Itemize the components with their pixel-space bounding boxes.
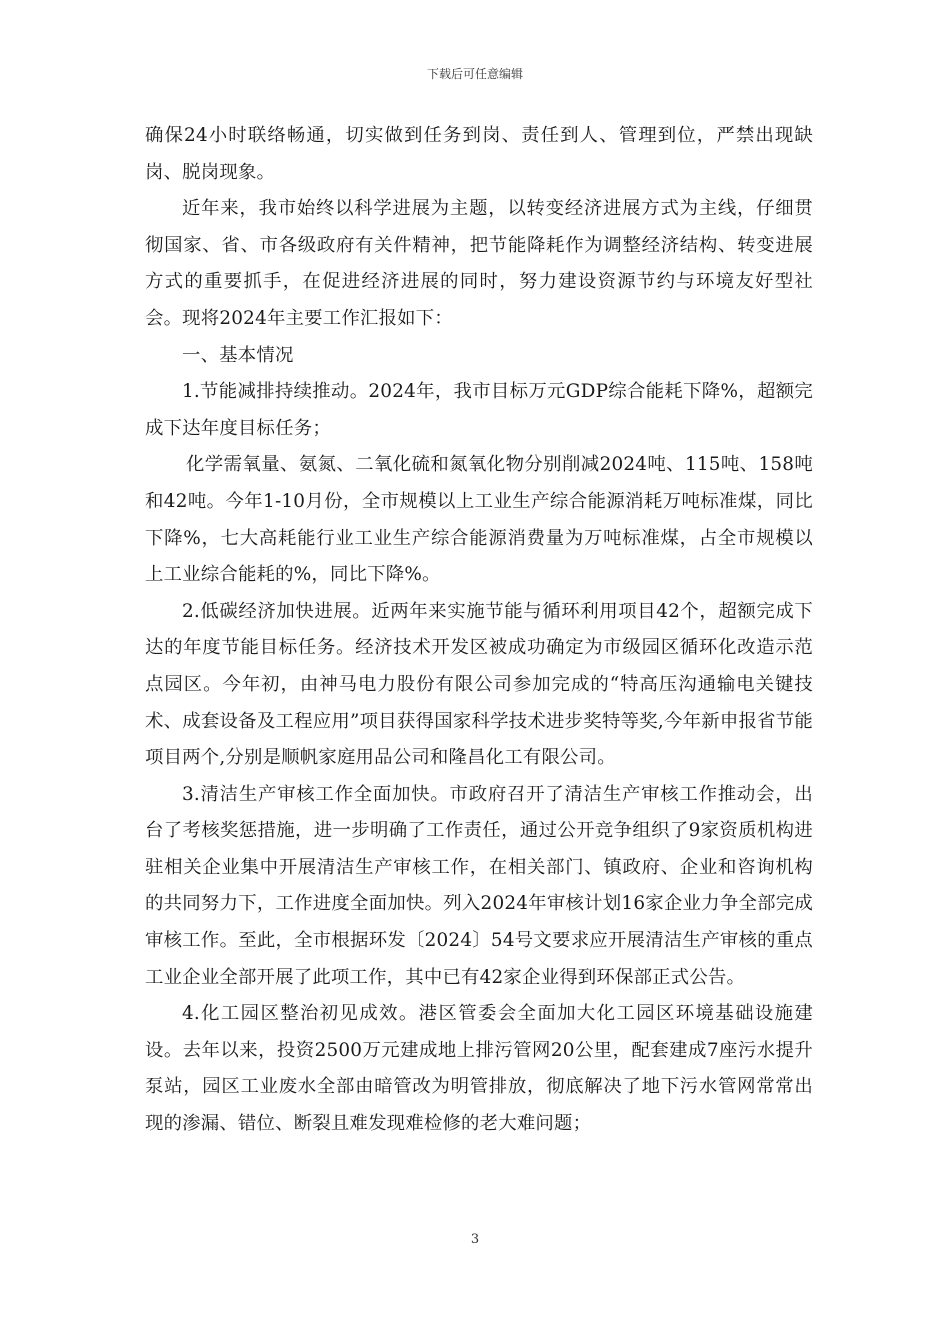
paragraph-item-3: 3.清洁生产审核工作全面加快。市政府召开了清洁生产审核工作推动会，出台了考核奖惩措施，进一步明确了工作责任，通过公开竞争组织了9家资质机构进驻相关企业集中开展清洁生产审核工作，在相关部门、镇政府、企业和咨询机构的共同努力下，工作进度全面加快。列入2024年审核计划16家企业力争全部完成审核工作。至此，全市根据环发〔2024〕54号文要求应开展清洁生产审核的重点工业企业全部开展了此项工作，其中已有42家企业得到环保部正式公告。: [145, 783, 813, 988]
paragraph-item-4: 4.化工园区整治初见成效。港区管委会全面加大化工园区环境基础设施建设。去年以来，投资2500万元建成地上排污管网20公里，配套建成7座污水提升泵站，园区工业废水全部由暗管改为明管排放，彻底解决了地下污水管网常常出现的渗漏、错位、断裂且难发现难检修的老大难问题；: [145, 1003, 813, 1135]
paragraph-item-1: 1.节能减排持续推动。2024年，我市目标万元GDP综合能耗下降%，超额完成下达年度目标任务；: [145, 381, 813, 439]
document-body: [145, 118, 813, 1143]
paragraph-continuation: 确保24小时联络畅通，切实做到任务到岗、责任到人、管理到位，严禁出现缺岗、脱岗现象。: [145, 125, 813, 183]
paragraph-item-1-detail: 化学需氧量、氨氮、二氧化硫和氮氧化物分别削减2024吨、115吨、158吨和42吨。今年1-10月份，全市规模以上工业生产综合能源消耗万吨标准煤，同比下降%，七大高耗能行业工业生产综合能源消费量为万吨标准煤，占全市规模以上工业综合能耗的%，同比下降%。: [145, 454, 813, 586]
paragraph-item-2: 2.低碳经济加快进展。近两年来实施节能与循环利用项目42个，超额完成下达的年度节能目标任务。经济技术开发区被成功确定为市级园区循环化改造示范点园区。今年初，由神马电力股份有限公司参加完成的“特高压沟通输电关键技术、成套设备及工程应用”项目获得国家科学技术进步奖特等奖,今年新申报省节能项目两个,分别是顺帆家庭用品公司和隆昌化工有限公司。: [145, 600, 813, 769]
paragraph-intro: 近年来，我市始终以科学进展为主题，以转变经济进展方式为主线，仔细贯彻国家、省、市各级政府有关件精神，把节能降耗作为调整经济结构、转变进展方式的重要抓手，在促进经济进展的同时，努力建设资源节约与环境友好型社会。现将2024年主要工作汇报如下：: [145, 198, 813, 329]
page-header: 下载后可任意编辑: [426, 67, 523, 81]
section-heading-basic-situation: 一、基本情况: [182, 344, 294, 366]
page-number: 3: [470, 1232, 480, 1247]
